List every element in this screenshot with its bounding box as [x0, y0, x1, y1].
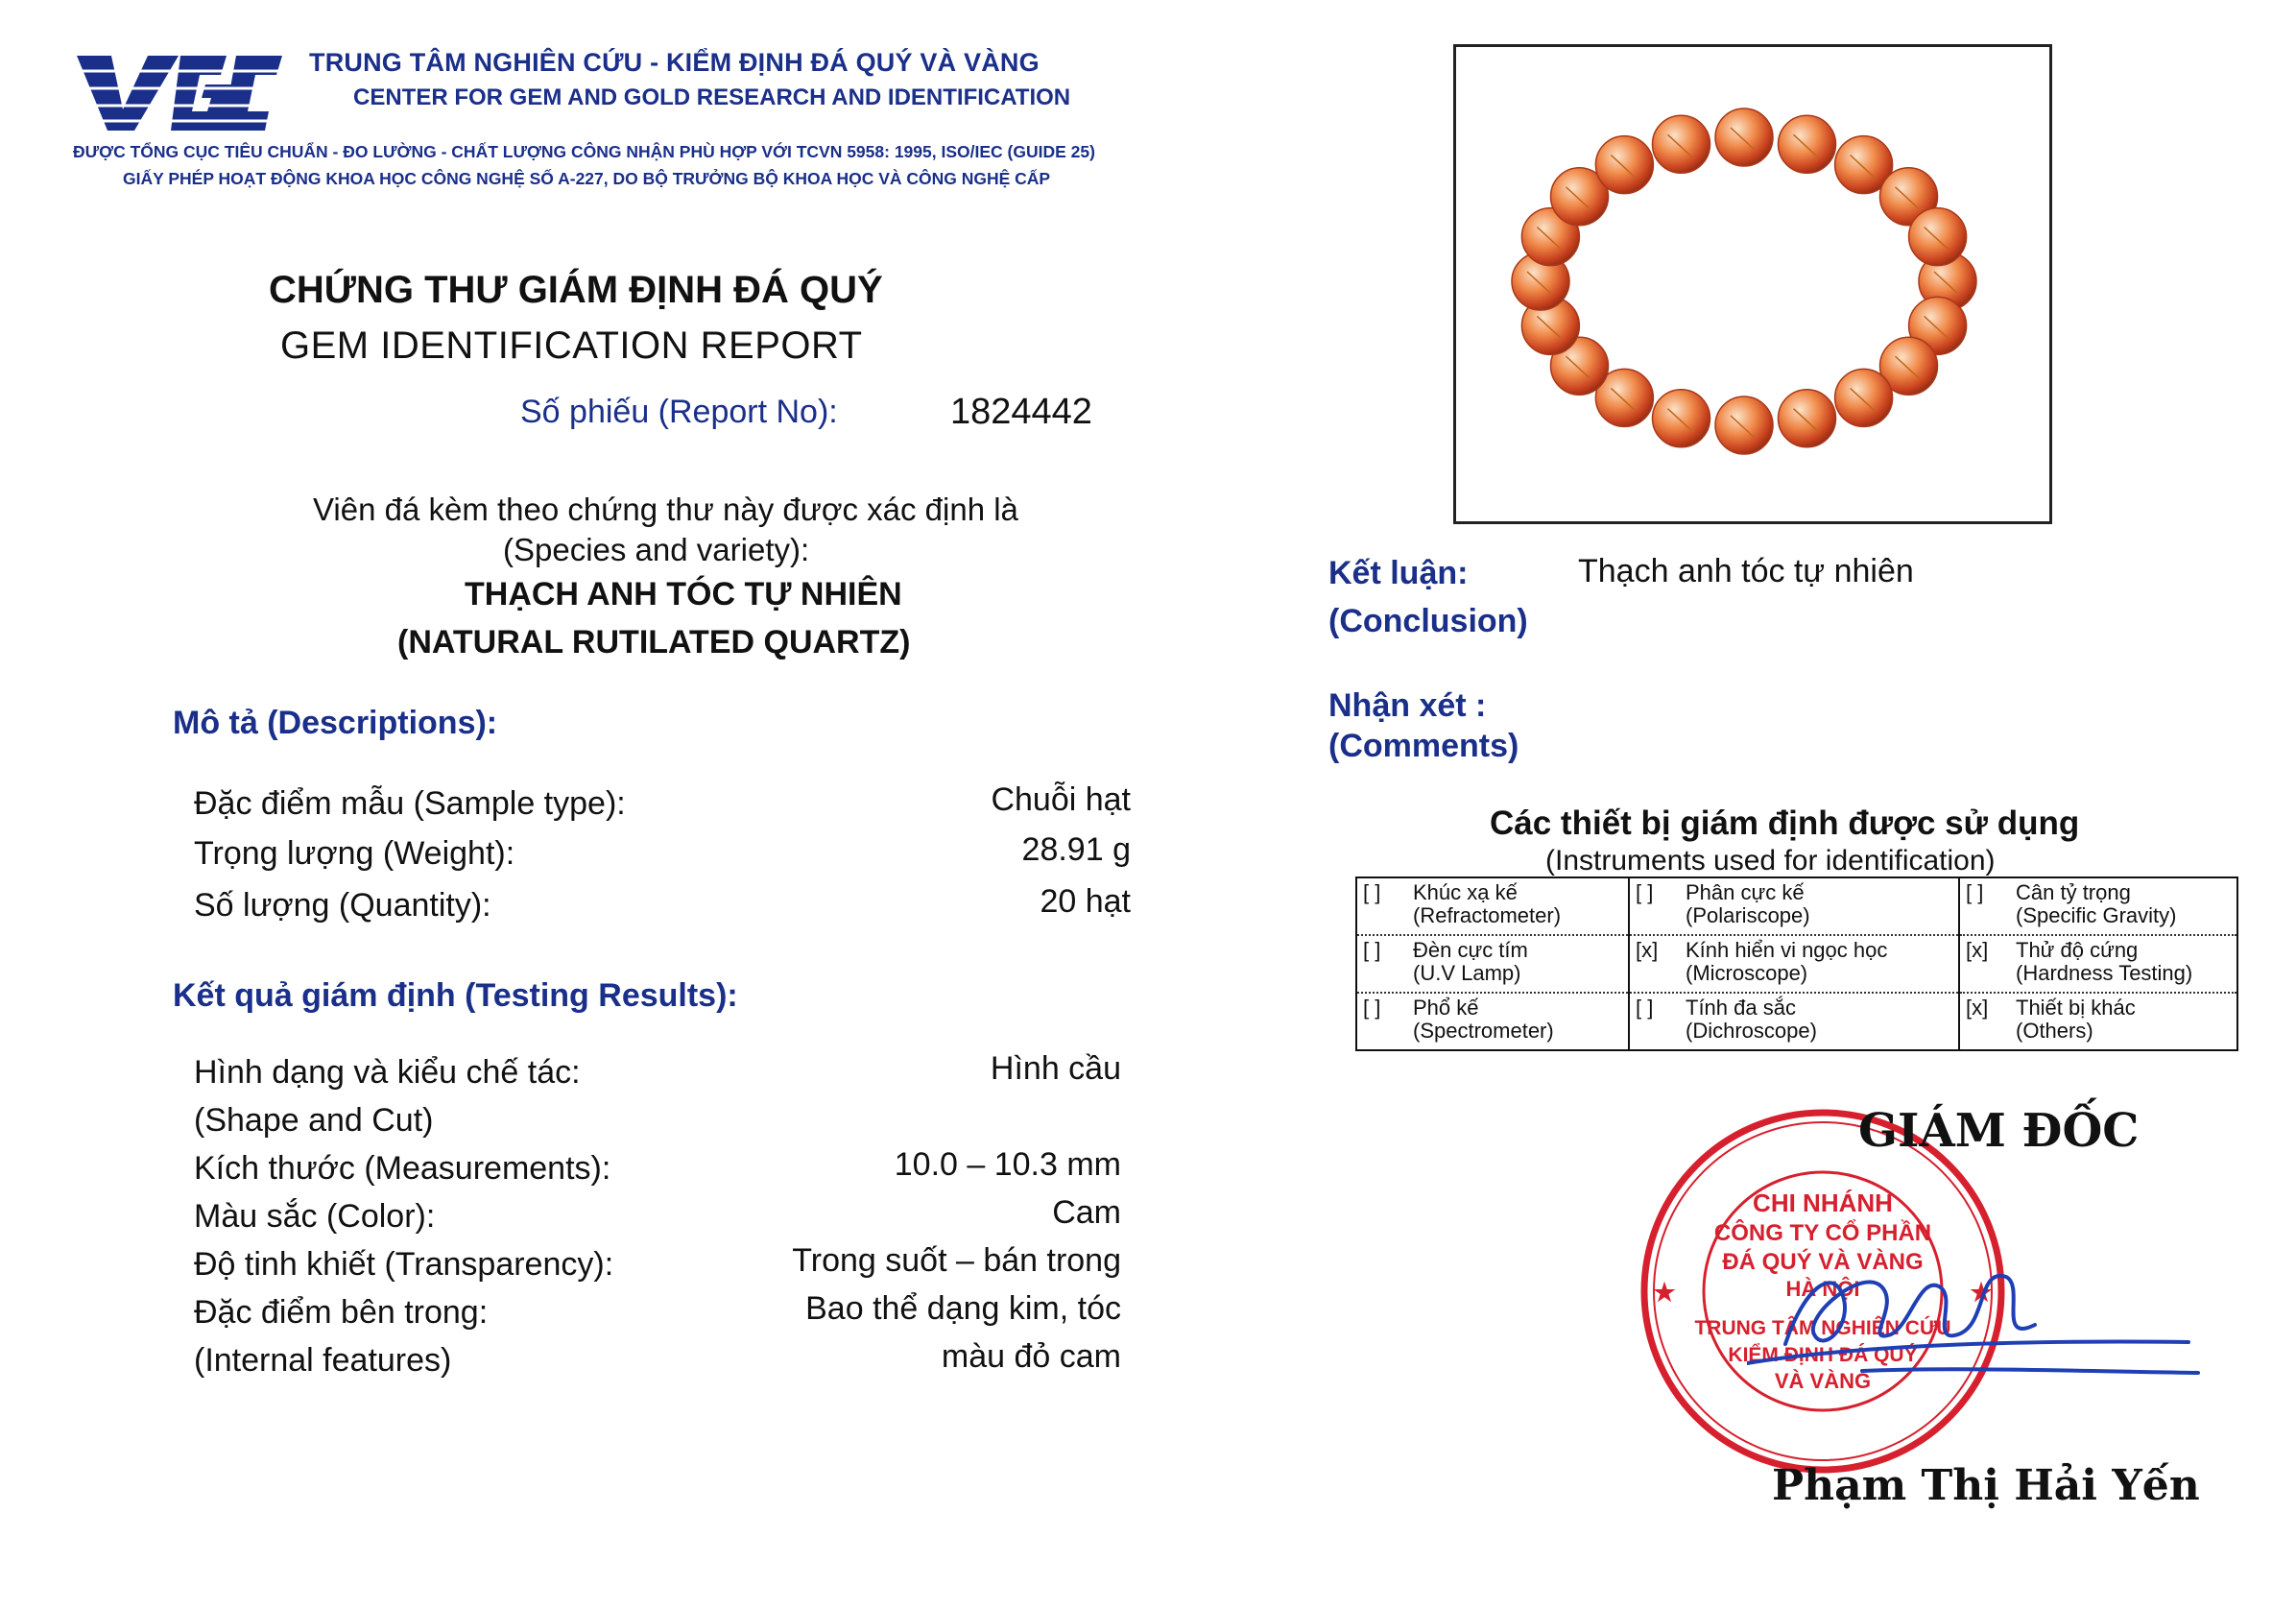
conclusion-value: Thạch anh tóc tự nhiên — [1578, 553, 1914, 589]
svg-text:TRUNG TÂM NGHIÊN CỨU: TRUNG TÂM NGHIÊN CỨU — [1694, 1317, 1951, 1339]
instrument-name: Tính đa sắc — [1686, 996, 1796, 1020]
accreditation-line-2: GIẤY PHÉP HOẠT ĐỘNG KHOA HỌC CÔNG NGHỆ SỐ A-227, DO BỘ TRƯỞNG BỘ KHOA HỌC VÀ CÔNG NGHỆ CẤP — [123, 169, 1051, 188]
shape-label-en: (Shape and Cut) — [194, 1102, 434, 1139]
instrument-name-en: (Microscope) — [1686, 961, 1808, 985]
instrument-name-en: (Specific Gravity) — [2016, 903, 2177, 927]
instrument-checkbox: [ ] — [1363, 938, 1381, 962]
color-label: Màu sắc (Color): — [194, 1198, 436, 1235]
report-no-value: 1824442 — [950, 392, 1092, 432]
report-no-label: Số phiếu (Report No): — [520, 394, 838, 430]
measurements-value: 10.0 – 10.3 mm — [894, 1146, 1121, 1183]
shape-label: Hình dạng và kiểu chế tác: — [194, 1054, 581, 1091]
species-en: (NATURAL RUTILATED QUARTZ) — [397, 624, 911, 660]
instrument-checkbox: [x] — [1636, 938, 1659, 962]
instrument-checkbox: [ ] — [1363, 880, 1381, 904]
svg-text:★: ★ — [1653, 1278, 1676, 1307]
report-title-en: GEM IDENTIFICATION REPORT — [280, 324, 863, 367]
internal-features-label: Đặc điểm bên trong: — [194, 1294, 489, 1331]
instrument-name: Thiết bị khác — [2016, 996, 2136, 1020]
svg-text:KIỂM ĐỊNH ĐÁ QUÝ: KIỂM ĐỊNH ĐÁ QUÝ — [1728, 1344, 1918, 1366]
instrument-name: Khúc xạ kế — [1413, 880, 1518, 904]
instrument-name: Thử độ cứng — [2016, 938, 2139, 962]
svg-text:CÔNG TY CỔ PHẦN: CÔNG TY CỔ PHẦN — [1713, 1220, 1932, 1246]
shape-value: Hình cầu — [990, 1050, 1121, 1087]
svg-text:VÀ VÀNG: VÀ VÀNG — [1774, 1369, 1872, 1393]
instrument-name-en: (U.V Lamp) — [1413, 961, 1521, 985]
handwritten-signature — [1747, 1229, 2208, 1382]
internal-features-label-en: (Internal features) — [194, 1342, 452, 1379]
accreditation-line-1: ĐƯỢC TỔNG CỤC TIÊU CHUẨN - ĐO LƯỜNG - CHẤT LƯỢNG CÔNG NHẬN PHÙ HỢP VỚI TCVN 5958: 1995, ISO/IEC (GUIDE 25) — [73, 142, 1095, 161]
org-name-en: CENTER FOR GEM AND GOLD RESEARCH AND IDENTIFICATION — [353, 84, 1071, 110]
sample-type-value: Chuỗi hạt — [991, 781, 1131, 818]
testing-heading: Kết quả giám định (Testing Results): — [173, 977, 738, 1014]
weight-value: 28.91 g — [1021, 831, 1131, 868]
svg-text:ĐÁ QUÝ VÀ VÀNG: ĐÁ QUÝ VÀ VÀNG — [1722, 1249, 1924, 1275]
measurements-label: Kích thước (Measurements): — [194, 1150, 611, 1187]
vgc-logo — [73, 50, 282, 134]
report-title-vi: CHỨNG THƯ GIÁM ĐỊNH ĐÁ QUÝ — [269, 269, 883, 311]
bead — [1715, 396, 1773, 454]
bead — [1909, 208, 1967, 266]
internal-features-value-2: màu đỏ cam — [941, 1338, 1121, 1375]
bead — [1779, 115, 1836, 173]
bead — [1715, 108, 1773, 166]
instrument-name: Phân cực kế — [1686, 880, 1805, 904]
bead — [1779, 390, 1836, 447]
instrument-checkbox: [x] — [1966, 938, 1989, 962]
instrument-name-en: (Spectrometer) — [1413, 1019, 1554, 1043]
instrument-checkbox: [x] — [1966, 996, 1989, 1020]
instrument-checkbox: [ ] — [1636, 996, 1654, 1020]
svg-text:HÀ NỘI: HÀ NỘI — [1785, 1277, 1860, 1301]
comments-label: Nhận xét : — [1328, 687, 1487, 724]
svg-text:CHI NHÁNH: CHI NHÁNH — [1753, 1189, 1893, 1217]
instruments-subtitle: (Instruments used for identification) — [1545, 845, 1996, 877]
instrument-name-en: (Others) — [2016, 1019, 2093, 1043]
conclusion-label: Kết luận: — [1328, 555, 1469, 591]
descriptions-heading: Mô tả (Descriptions): — [173, 705, 498, 741]
quantity-label: Số lượng (Quantity): — [194, 887, 491, 924]
transparency-value: Trong suốt – bán trong — [792, 1242, 1121, 1279]
instrument-checkbox: [ ] — [1966, 880, 1984, 904]
gem-photo-frame — [1453, 44, 2052, 524]
quantity-value: 20 hạt — [1040, 883, 1131, 920]
weight-label: Trọng lượng (Weight): — [194, 835, 515, 872]
bead — [1653, 115, 1710, 173]
instrument-name-en: (Polariscope) — [1686, 903, 1810, 927]
species-vi: THẠCH ANH TÓC TỰ NHIÊN — [465, 576, 902, 612]
instrument-name: Cân tỷ trọng — [2016, 880, 2131, 904]
signer-name: Phạm Thị Hải Yến — [1772, 1461, 2200, 1510]
bead-bracelet-image — [1456, 47, 2049, 521]
bead — [1595, 136, 1653, 194]
bead — [1835, 369, 1893, 426]
instrument-name-en: (Refractometer) — [1413, 903, 1562, 927]
instrument-checkbox: [ ] — [1363, 996, 1381, 1020]
instrument-name-en: (Dichroscope) — [1686, 1019, 1817, 1043]
instruments-title: Các thiết bị giám định được sử dụng — [1490, 804, 2080, 842]
intro-line-1: Viên đá kèm theo chứng thư này được xác định là — [313, 492, 1018, 527]
comments-label-en: (Comments) — [1328, 728, 1519, 764]
bead — [1653, 390, 1710, 447]
internal-features-value-1: Bao thể dạng kim, tóc — [805, 1290, 1121, 1327]
instrument-checkbox: [ ] — [1636, 880, 1654, 904]
intro-line-2: (Species and variety): — [503, 532, 810, 567]
instrument-name: Kính hiển vi ngọc học — [1686, 938, 1888, 962]
instrument-name: Phổ kế — [1413, 996, 1479, 1020]
color-value: Cam — [1052, 1194, 1121, 1231]
conclusion-label-en: (Conclusion) — [1328, 603, 1528, 639]
transparency-label: Độ tinh khiết (Transparency): — [194, 1246, 614, 1283]
instrument-name-en: (Hardness Testing) — [2016, 961, 2193, 985]
instruments-table — [1355, 877, 2238, 1051]
sample-type-label: Đặc điểm mẫu (Sample type): — [194, 785, 626, 822]
director-title: GIÁM ĐỐC — [1858, 1104, 2140, 1158]
org-name-vi: TRUNG TÂM NGHIÊN CỨU - KIỂM ĐỊNH ĐÁ QUÝ VÀ VÀNG — [309, 48, 1040, 77]
svg-text:★: ★ — [1970, 1278, 1993, 1307]
instrument-name: Đèn cực tím — [1413, 938, 1528, 962]
